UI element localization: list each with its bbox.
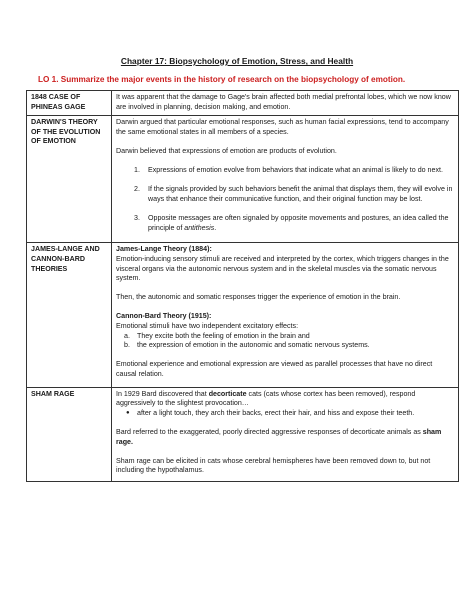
row-term: DARWIN'S THEORY OF THE EVOLUTION OF EMOTION [27, 116, 112, 243]
list-item: 1. Expressions of emotion evolve from behaviors that indicate what an animal is likely to do next. [134, 166, 443, 175]
bullet-icon: ● [126, 409, 130, 416]
darwin-paragraph-1: Darwin argued that particular emotional responses, such as human facial expressions, tend to accompany the same emotional states in all members of a species. [116, 118, 449, 136]
row-description [112, 387, 459, 481]
chapter-title: Chapter 17: Biopsychology of Emotion, Stress, and Health [120, 56, 354, 66]
row-description [112, 91, 459, 116]
list-item: 3. Opposite messages are often signaled by opposite movements and postures, an idea called the principle of antithesis. [134, 214, 449, 232]
table-row [27, 116, 459, 243]
cannon-bard-paragraph-1: Emotional stimuli have two independent excitatory effects: [116, 322, 299, 331]
list-item: ● after a light touch, they arch their backs, erect their hair, and hiss and expose their teeth. [126, 408, 415, 417]
james-lange-heading: James-Lange Theory (1884): [116, 245, 212, 254]
sham-rage-paragraph-1: In 1929 Bard discovered that decorticate cats (cats whose cortex has been removed), respond aggressively to the slightest provocation… [116, 389, 416, 408]
row-description [112, 116, 459, 243]
sham-rage-paragraph-2: Bard referred to the exaggerated, poorly directed aggressive responses of decorticate animals as sham rage. [116, 428, 442, 446]
notes-table [26, 90, 459, 482]
cannon-bard-paragraph-2: Emotional experience and emotional expression are viewed as parallel processes that have no direct causal relation. [116, 360, 433, 379]
list-item: a. They excite both the feeling of emotion in the brain and [124, 331, 310, 340]
sham-rage-paragraph-3: Sham rage can be elicited in cats whose cerebral hemispheres have been removed down to, but not including the hypothalamus. [116, 456, 431, 475]
table-row [27, 91, 459, 116]
row-term: 1848 CASE OF PHINEAS GAGE [27, 91, 112, 116]
row-term: JAMES-LANGE AND CANNON-BARD THEORIES [27, 243, 112, 387]
table-row [27, 387, 459, 481]
gage-text: It was apparent that the damage to Gage's brain affected both medial prefrontal lobes, which we now know are involved in planning, decision making, and emotion. [116, 93, 451, 111]
list-item: 2. If the signals provided by such behaviors benefit the animal that displays them, they will evolve in ways that enhance their communicative function, and their original function may be lost. [134, 185, 453, 203]
james-lange-paragraph-2: Then, the autonomic and somatic responses trigger the experience of emotion in the brain. [116, 293, 401, 302]
james-lange-paragraph-1: Emotion-inducing sensory stimuli are received and interpreted by the cortex, which triggers changes in the visceral organs via the autonomic nervous system and in the skeletal muscles via the somatic nervous system. [116, 254, 449, 283]
table-row [27, 243, 459, 387]
darwin-paragraph-2: Darwin believed that expressions of emotion are products of evolution. [116, 146, 337, 155]
list-item: b. the expression of emotion in the autonomic and somatic nervous systems. [124, 341, 370, 350]
row-term: SHAM RAGE [27, 387, 112, 481]
cannon-bard-heading: Cannon-Bard Theory (1915): [116, 312, 212, 321]
row-description [112, 243, 459, 387]
learning-objective: LO 1. Summarize the major events in the history of research on the biopsychology of emotion. [38, 75, 406, 84]
